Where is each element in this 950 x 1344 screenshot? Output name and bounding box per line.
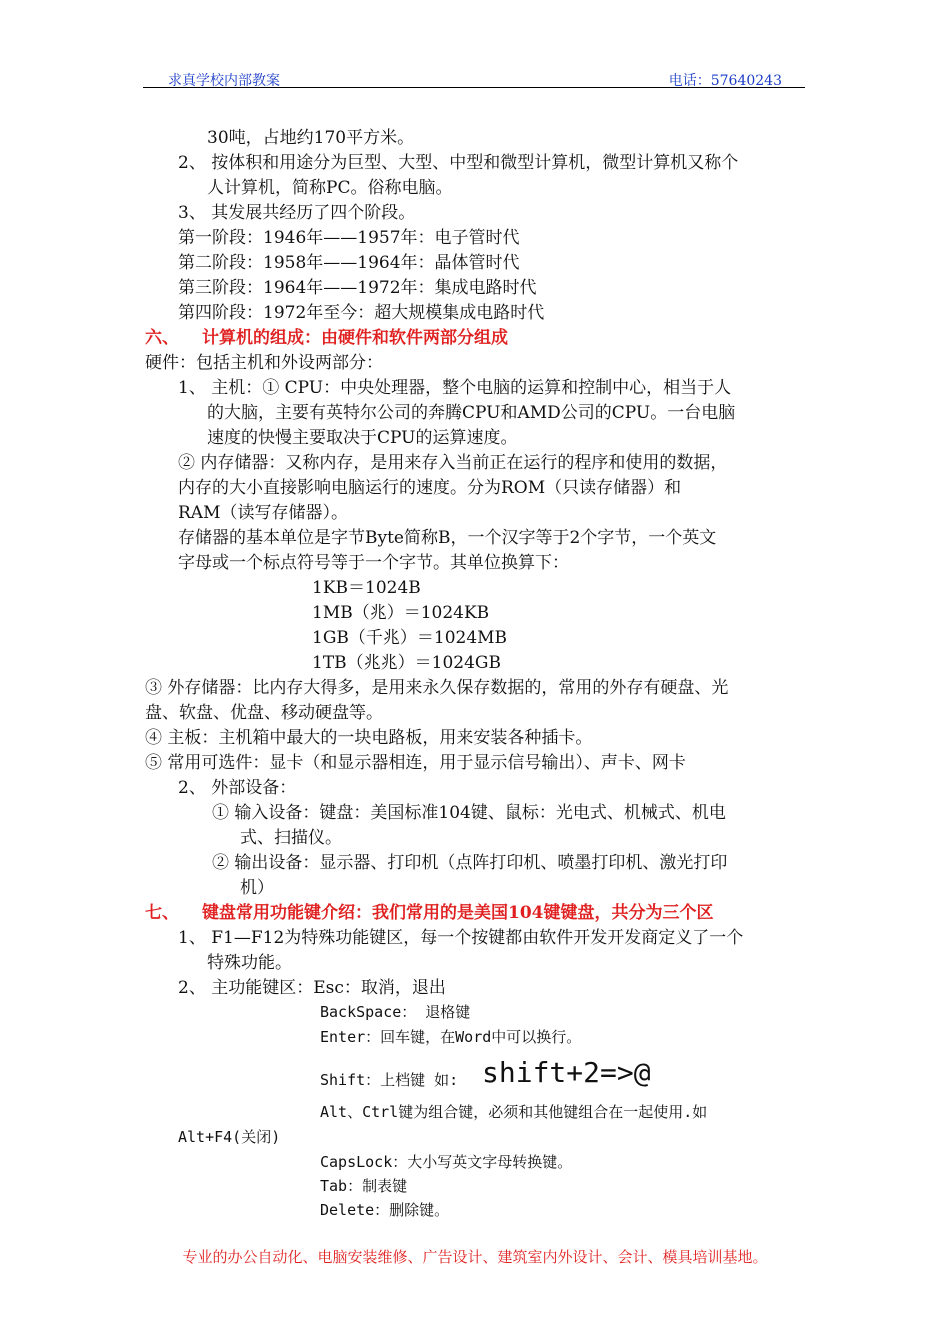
header-phone: 电话：57640243 xyxy=(668,73,782,89)
header-divider xyxy=(143,87,805,88)
key-backspace: BackSpace： 退格键 xyxy=(320,1003,471,1021)
text-line: 内存的大小直接影响电脑运行的速度。分为ROM（只读存储器）和 xyxy=(178,478,682,498)
text-line: 硬件：包括主机和外设两部分： xyxy=(145,353,383,373)
text-line: ② 内存储器：又称内存，是用来存入当前正在运行的程序和使用的数据， xyxy=(178,453,728,473)
key-shift: Shift：上档键 如: xyxy=(320,1071,459,1089)
key-alt-ctrl: Alt、Ctrl键为组合键，必须和其他键组合在一起使用.如 xyxy=(320,1103,708,1121)
list-item: 2、 外部设备： xyxy=(178,778,297,798)
shift-example: shift+2=>@ xyxy=(482,1056,651,1089)
stage-4: 第四阶段：1972年至今：超大规模集成电路时代 xyxy=(178,303,545,323)
list-item: ① 输入设备：键盘：美国标准104键、鼠标：光电式、机械式、机电 xyxy=(212,803,726,823)
section-6-heading: 计算机的组成：由硬件和软件两部分组成 xyxy=(202,328,508,348)
header-school-name: 求真学校内部教案 xyxy=(168,73,280,89)
unit-mb: 1MB（兆）＝1024KB xyxy=(312,603,490,623)
text-line: 人计算机，简称PC。俗称电脑。 xyxy=(207,178,453,198)
stage-2: 第二阶段：1958年——1964年：晶体管时代 xyxy=(178,253,520,273)
unit-tb: 1TB（兆兆）＝1024GB xyxy=(312,653,501,673)
text-line: 30吨，占地约170平方米。 xyxy=(207,128,415,148)
text-line: 特殊功能。 xyxy=(207,953,292,973)
text-line: ④ 主板：主机箱中最大的一块电路板，用来安装各种插卡。 xyxy=(145,728,593,748)
list-item: 2、 按体积和用途分为巨型、大型、中型和微型计算机，微型计算机又称个 xyxy=(178,153,739,173)
stage-3: 第三阶段：1964年——1972年：集成电路时代 xyxy=(178,278,537,298)
section-6-number: 六、 xyxy=(145,328,179,348)
text-line: 存储器的基本单位是字节Byte简称B，一个汉字等于2个字节，一个英文 xyxy=(178,528,717,548)
section-7-number: 七、 xyxy=(145,903,179,923)
key-tab: Tab：制表键 xyxy=(320,1177,408,1195)
text-line: 速度的快慢主要取决于CPU的运算速度。 xyxy=(207,428,518,448)
key-enter: Enter：回车键，在Word中可以换行。 xyxy=(320,1028,582,1046)
key-delete: Delete：删除键。 xyxy=(320,1201,450,1219)
list-item: ② 输出设备：显示器、打印机（点阵打印机、喷墨打印机、激光打印 xyxy=(212,853,728,873)
unit-kb: 1KB＝1024B xyxy=(312,578,421,598)
list-item: 1、 F1—F12为特殊功能键区，每一个按键都由软件开发开发商定义了一个 xyxy=(178,928,744,948)
text-line: ⑤ 常用可选件：显卡（和显示器相连，用于显示信号输出）、声卡、网卡 xyxy=(145,753,686,773)
text-line: RAM（读写存储器）。 xyxy=(178,503,348,523)
section-7-heading: 键盘常用功能键介绍：我们常用的是美国104键键盘，共分为三个区 xyxy=(202,903,714,923)
text-line: Alt+F4(关闭) xyxy=(178,1128,281,1146)
footer-slogan: 专业的办公自动化、电脑安装维修、广告设计、建筑室内外设计、会计、模具培训基地。 xyxy=(182,1248,768,1266)
text-line: 盘、软盘、优盘、移动硬盘等。 xyxy=(145,703,383,723)
text-line: 字母或一个标点符号等于一个字节。其单位换算下： xyxy=(178,553,569,573)
list-item: 2、 主功能键区：Esc：取消，退出 xyxy=(178,978,446,998)
text-line: 式、扫描仪。 xyxy=(240,828,342,848)
list-item: 1、 主机：① CPU：中央处理器，整个电脑的运算和控制中心，相当于人 xyxy=(178,378,732,398)
stage-1: 第一阶段：1946年——1957年：电子管时代 xyxy=(178,228,520,248)
text-line: ③ 外存储器：比内存大得多，是用来永久保存数据的，常用的外存有硬盘、光 xyxy=(145,678,729,698)
key-capslock: CapsLock：大小写英文字母转换键。 xyxy=(320,1153,573,1171)
text-line: 机） xyxy=(240,878,274,898)
text-line: 的大脑，主要有英特尔公司的奔腾CPU和AMD公司的CPU。一台电脑 xyxy=(207,403,736,423)
unit-gb: 1GB（千兆）＝1024MB xyxy=(312,628,508,648)
list-item: 3、 其发展共经历了四个阶段。 xyxy=(178,203,416,223)
